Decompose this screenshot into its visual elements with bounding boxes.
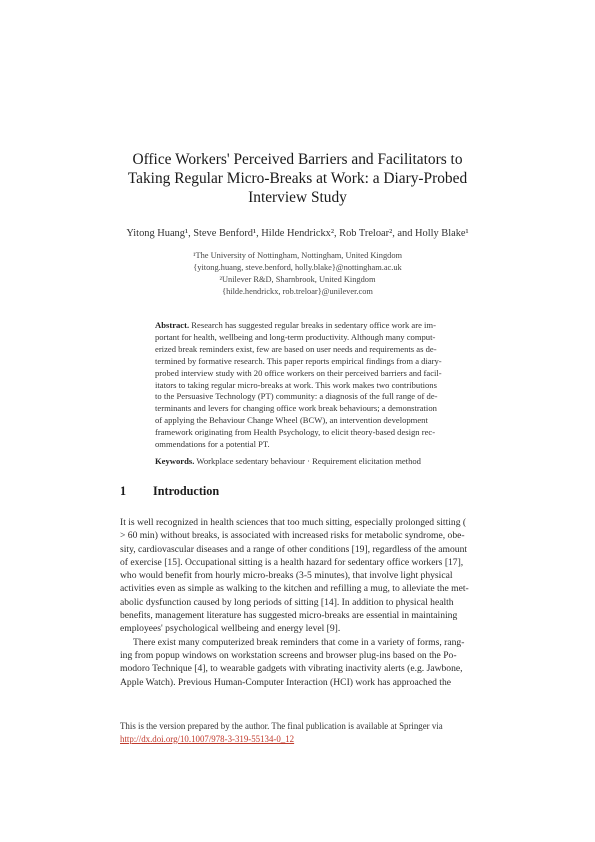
abstract-line: ommendations for a potential PT. [155, 439, 270, 450]
author-list: Yitong Huang¹, Steve Benford¹, Hilde Hendrickx², Rob Treloar², and Holly Blake¹ [126, 228, 469, 239]
abstract-line: termined by formative research. This paper reports empirical findings from a diary- [155, 355, 442, 366]
body-line: activities even as simple as walking to the kitchen and refilling a mug, to alleviate the met- [120, 583, 469, 595]
abstract-line: erized break reminders exist, few are based on user needs and requirements as de- [155, 343, 437, 354]
abstract-line: itators to taking regular micro-breaks at work. This work makes two contributions [155, 379, 437, 390]
publication-note [120, 720, 480, 746]
body-line: modoro Technique [4], to wearable gadgets with vibrating inactivity alerts (e.g. Jawbone, [120, 663, 463, 675]
affiliation-line: ¹The University of Nottingham, Nottingham, United Kingdom [192, 251, 403, 260]
abstract-text: Research has suggested regular breaks in sedentary office work are im- [191, 320, 436, 330]
keywords [155, 456, 443, 466]
section-title: Introduction [153, 484, 220, 498]
title-line: Office Workers' Perceived Barriers and Facilitators to [132, 151, 463, 168]
abstract-line: to the Persuasive Technology (PT) community: a diagnosis of the full range of de- [155, 391, 438, 402]
section-number: 1 [120, 484, 127, 498]
body-line: sity, cardiovascular diseases and a range of other conditions [19], regardless of the amount [120, 543, 468, 555]
abstract-line: probed interview study with 20 office workers on their perceived barriers and facil- [155, 367, 442, 378]
doi-link[interactable]: http://dx.doi.org/10.1007/978-3-319-55134-0_12 [120, 734, 295, 744]
body-line: abolic dysfunction caused by long periods of sitting [14]. In addition to physical health [120, 596, 454, 608]
body-line: It is well recognized in health sciences that too much sitting, especially prolonged sitting ( [120, 517, 467, 528]
abstract-line: terminants and levers for changing office work break behaviours; a demonstration [155, 403, 437, 414]
body-line: employees' psychological wellbeing and energy level [9]. [120, 623, 341, 635]
body-line: > 60 min) without breaks, is associated with increased risks for metabolic syndrome, obe- [120, 530, 465, 542]
affiliations [150, 250, 445, 298]
affiliation-email: {hilde.hendrickx, rob.treloar}@unilever.com [222, 287, 373, 296]
abstract-line: portant for health, wellbeing and long-term productivity. Although many comput- [155, 331, 436, 342]
keywords-text: Workplace sedentary behaviour · Requirement elicitation method [196, 456, 421, 466]
paper-title [110, 150, 485, 207]
abstract-line: of applying the Behaviour Change Wheel (BCW), an intervention development [155, 415, 428, 426]
body-text [120, 516, 475, 689]
body-line: ing from popup windows on workstation screens and browser plug-ins based on the Po- [120, 649, 457, 661]
abstract-line [155, 320, 443, 332]
abstract-line: framework originating from Health Psychology, to elicit theory-based design rec- [155, 427, 436, 438]
body-line: who would benefit from hourly micro-breaks (3-5 minutes), that involve light physical [120, 570, 453, 582]
keywords-label: Keywords. [155, 456, 195, 466]
abstract [155, 320, 443, 451]
body-line: of exercise [15]. Occupational sitting is a health hazard for sedentary office workers [17], [120, 556, 464, 568]
body-line: There exist many computerized break reminders that come in a variety of forms, rang- [133, 636, 465, 648]
section-heading [120, 484, 219, 499]
title-line: Interview Study [248, 189, 347, 206]
title-line: Taking Regular Micro-Breaks at Work: a Diary-Probed [127, 170, 468, 187]
affiliation-email: {yitong.huang, steve.benford, holly.blake}@nottingham.ac.uk [193, 263, 402, 272]
publication-note-text: This is the version prepared by the author. The final publication is available at Springer via [120, 721, 443, 731]
affiliation-line: ²Unilever R&D, Sharnbrook, United Kingdom [219, 275, 376, 284]
abstract-label: Abstract. [155, 320, 190, 330]
body-line: Apple Watch). Previous Human-Computer Interaction (HCI) work has approached the [120, 676, 452, 688]
body-line: benefits, management literature has suggested micro-breaks are essential in maintaining [120, 610, 458, 622]
